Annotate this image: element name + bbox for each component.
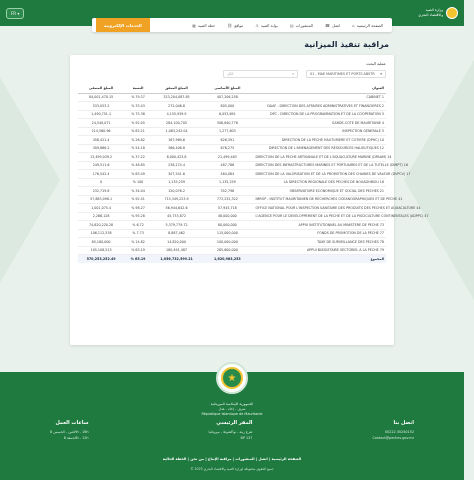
cell-base: 487,786	[201, 161, 253, 170]
cell-pct: % 14.82	[124, 238, 152, 247]
footer-contact	[372, 420, 414, 442]
cell-base: 6,053,691	[201, 110, 253, 119]
cell-base: 626,391	[201, 136, 253, 145]
cell-spent: 167,969.6	[152, 136, 201, 145]
document-icon: ▤	[289, 22, 294, 28]
phone-icon: ☎	[324, 22, 330, 28]
nav-item-label: بوابة الصيد	[260, 22, 278, 28]
cell-spent: 238,274.4	[152, 161, 201, 170]
footer-hours	[50, 420, 89, 442]
cell-label: L'AGENCE POUR LE DEVELOPPEMENT DE LA PECHE ET DE LA PISCICULTURE CONTINENTALES (ADPPC) 47	[254, 212, 386, 221]
cell-spent: 272,046.8	[152, 102, 201, 111]
cell-label: CABINET 1	[254, 93, 386, 102]
header-base[interactable]: المبلغ الأساسي	[201, 84, 253, 93]
table-row	[78, 221, 386, 230]
anchor-icon: ⚓	[255, 22, 259, 28]
nav-item-label: الصفحة الرئيسية	[356, 22, 383, 28]
nav-item-publications[interactable]	[285, 23, 318, 28]
cell-spent: 1,056,732,599.21	[152, 255, 201, 264]
cell-base: 115,000,000	[201, 229, 253, 238]
footer-phone-link[interactable]: 00222 45240152	[384, 430, 414, 434]
cell-label: DIRECTION DE L'AMENAGEMENT DES RESSOURCES HALIEUTIQUES 12	[254, 144, 386, 153]
table-row	[78, 119, 386, 128]
cell-pct: % 65.19	[124, 255, 152, 264]
table-row	[78, 93, 386, 102]
cell-pct: % 54.18	[124, 144, 152, 153]
header-pct[interactable]: النسبة	[124, 84, 152, 93]
nav-item-label: اتصل	[331, 22, 341, 28]
search-label: عملية البحث	[366, 61, 386, 66]
footer-col-line: الاثنين - الخميس 8h - 16h	[50, 430, 89, 434]
footer-col-title: المقر الرئيسي	[216, 420, 253, 426]
cell-label: APPUI BUDGETAIRE SECTORIEL A LA PECHE 79	[254, 246, 386, 255]
cell-pct: % 100	[124, 178, 152, 187]
cell-pct: % 63.49	[124, 170, 152, 179]
ministry-logo-icon	[446, 7, 458, 19]
brand-line-2: والاقتصاد البحري	[418, 13, 443, 17]
cell-spent: 307,541.6	[152, 170, 201, 179]
table-row	[78, 187, 386, 196]
cell-label: APPUI INSTITUTIONNEL AU MINISTERE DE PECHE 73	[254, 221, 386, 230]
cell-remaining: 57,883,098.1	[78, 195, 124, 204]
footer-headquarters	[209, 420, 253, 442]
footer-col-line: الجمعة 8h - 12h	[63, 436, 89, 440]
cell-label: TAXE DE SURVEILLANCE DES PECHES 78	[254, 238, 386, 247]
table-header-row	[78, 84, 386, 93]
cell-base: 80,000,000	[201, 221, 253, 230]
budget-card	[70, 55, 429, 345]
cell-pct: % 92.05	[124, 119, 152, 128]
table-row	[78, 246, 386, 255]
cell-spent: 45,733,872	[152, 212, 201, 221]
nav-item-e-services[interactable]: الخدمات الإلكترونية	[96, 18, 150, 32]
cell-label: DIRECTION DES INFRASTRUCTURES MARINES ET PORTUAIRES ET DE LA TUTELLE (DIMPT) 16	[254, 161, 386, 170]
cell-spent: 8,000,423.8	[152, 153, 201, 162]
cell-spent: 1,135,259	[152, 178, 201, 187]
cell-spent: 5,379,779.72	[152, 221, 201, 230]
nav-item-label: مواقع	[234, 22, 244, 28]
table-row	[78, 238, 386, 247]
cell-base: 805,000	[201, 102, 253, 111]
footer	[0, 372, 464, 480]
brand[interactable]	[418, 7, 458, 19]
cell-pct: % 33.43	[124, 102, 152, 111]
chevron-down-icon: ▾	[292, 72, 294, 76]
main-nav	[92, 18, 392, 32]
footer-col-line: BP 137	[240, 436, 253, 440]
cell-spent: 284,100,705	[152, 119, 201, 128]
section-select[interactable]	[223, 70, 298, 78]
background-chevron-left	[0, 60, 60, 300]
cell-spent: 366,408.8	[152, 144, 201, 153]
cell-pct: % 7.73	[124, 229, 152, 238]
cell-label: OBSERVATOIRE ECONOMIQUE ET SOCIAL DES PECHES 21	[254, 187, 386, 196]
table-row	[78, 153, 386, 162]
cell-label: DIRECTION DE LA PECHE ARTISANALE ET DE L'AQUACULTURE MARINE (DPAAM) 14	[254, 153, 386, 162]
cell-label: GARDE-COTE DE MAURITANIE 4	[254, 119, 386, 128]
table-row	[78, 212, 386, 221]
cell-spent: 1,063,242.04	[152, 127, 201, 136]
cell-pct: % 6.72	[124, 221, 152, 230]
chapter-select[interactable]	[306, 70, 386, 78]
cell-remaining: 309,866.2	[78, 144, 124, 153]
cell-base: 676,275	[201, 144, 253, 153]
cell-spent: 323,204,087.85	[152, 93, 201, 102]
cell-remaining: 106,112,538	[78, 229, 124, 238]
cell-remaining: 2,266,128	[78, 212, 124, 221]
cell-label: IMROP - INSTITUT MAURITANIEN DE RECHERCHES OCEANOGRAPHIQUES ET DE PECHE 41	[254, 195, 386, 204]
cell-spent: 120,076.2	[152, 187, 201, 196]
cell-base: 1,277,803	[201, 127, 253, 136]
select-value: 01 - MAE MARITIMES ET PORTS ABSTR	[310, 72, 375, 76]
table-row	[78, 110, 386, 119]
cell-base: 352,796	[201, 187, 253, 196]
cell-base: 407,206,258	[201, 93, 253, 102]
footer-ministry-line: الجمهورية الإسلامية الموريتانية	[210, 402, 254, 406]
table-row	[78, 195, 386, 204]
cell-spent: 4,155,939.9	[152, 110, 201, 119]
nav-item-fishing-plan[interactable]	[187, 23, 220, 28]
nav-item-contact[interactable]	[320, 23, 345, 28]
cell-spent: 8,887,462	[152, 229, 201, 238]
cell-base: 484,084	[201, 170, 253, 179]
emblem-icon: ★	[216, 362, 248, 394]
cell-base: 1,620,983,253	[201, 255, 253, 264]
background-chevron-right	[404, 60, 474, 300]
cell-base: 1,135,259	[201, 178, 253, 187]
footer-col-line: تفرغ زينة ، نواكشوط ، موريتانيا	[208, 430, 253, 434]
cell-label: INSPECTION GENERALE 5	[254, 127, 386, 136]
table-row	[78, 161, 386, 170]
cell-base: 773,232,322	[201, 195, 253, 204]
cell-base: 57,945,718	[201, 204, 253, 213]
cell-pct: % 75.38	[124, 110, 152, 119]
cell-spent: 56,944,642.6	[152, 204, 201, 213]
table-row	[78, 144, 386, 153]
chevron-down-icon: ▾	[380, 72, 382, 76]
footer-col-title: اتصل بنا	[393, 420, 414, 426]
cell-label: DAAF - DIRECTION DES AFFAIRES ADMINISTRATIVES ET FINANCIERES 2	[254, 102, 386, 111]
table-row	[78, 204, 386, 213]
cell-remaining: 570,253,252.49	[78, 255, 124, 264]
cell-remaining: 533,053.2	[78, 102, 124, 111]
cell-remaining: 458,421.4	[78, 136, 124, 145]
cell-pct: % 83.21	[124, 127, 152, 136]
language-label: FR	[11, 10, 17, 16]
cell-remaining: 74,620,220.28	[78, 221, 124, 230]
table-row	[78, 136, 386, 145]
cell-pct: % 79.37	[124, 93, 152, 102]
cell-remaining: 105,108,513	[78, 246, 124, 255]
cell-remaining: 1,001,075.4	[78, 204, 124, 213]
cell-label: OFFICE NATIONAL POUR L'INSPECTION SANITAIRE DES PRODUITS DES PECHES ET AQUACULTURE 44	[254, 204, 386, 213]
header-remaining[interactable]: المبلغ المتبقي	[78, 84, 124, 93]
footer-links[interactable]: الصفحة الرئيسية | اتصل | المنشورات | مراقبة الإنتاج | من نحن | الخطة الحالية	[162, 457, 302, 461]
table-row	[78, 178, 386, 187]
nav-item-fishing-portal[interactable]	[250, 23, 283, 28]
footer-ministry-line: شرف - إخاء - عدل	[218, 407, 246, 411]
cell-pct: % 92.51	[124, 195, 152, 204]
cell-remaining: 214,560.96	[78, 127, 124, 136]
page-title: مراقبة تنفيذ الميزانية	[304, 40, 389, 49]
nav-item-sites[interactable]	[222, 23, 248, 28]
nav-item-label: خطة الصيد	[197, 22, 216, 28]
budget-table	[78, 84, 429, 263]
cell-remaining: 24,540,071	[78, 119, 124, 128]
cell-base: 48,000,000	[201, 212, 253, 221]
cell-base: 308,640,776	[201, 119, 253, 128]
cell-pct: % 48.85	[124, 161, 152, 170]
footer-copyright: © 2023 جميع الحقوق محفوظة لوزارة الصيد والاقتصاد البحري	[190, 467, 274, 471]
footer-ministry-line: République Islamique de Mauritanie	[201, 412, 263, 416]
cell-label: DIRECTION DE LA PECHE HAUTURIERE ET COTIERE (DPHC) 10	[254, 136, 386, 145]
table-row	[78, 127, 386, 136]
cell-pct: % 37.22	[124, 153, 152, 162]
nav-item-label: المنشورات	[295, 22, 313, 28]
filters	[78, 70, 386, 78]
cell-pct: % 95.28	[124, 212, 152, 221]
cell-base: 21,499,463	[201, 153, 253, 162]
cell-pct: % 26.82	[124, 136, 152, 145]
cell-spent: 180,491,487	[152, 246, 201, 255]
cell-label: FONDS DE PROMOTION DE LA PECHE 77	[254, 229, 386, 238]
cell-remaining: 85,180,000	[78, 238, 124, 247]
cell-remaining: 232,719.8	[78, 187, 124, 196]
header-label[interactable]: العنوان	[254, 84, 386, 93]
footer-col-title: ساعات العمل	[55, 420, 89, 426]
cell-remaining: 13,499,039.2	[78, 153, 124, 162]
table-row	[78, 170, 386, 179]
language-switch-button[interactable]: FR ▾	[6, 8, 24, 19]
cell-remaining: 176,542.4	[78, 170, 124, 179]
cell-remaining: 249,511.6	[78, 161, 124, 170]
home-icon: ⌂	[352, 22, 355, 28]
cell-pct: % 98.27	[124, 204, 152, 213]
cell-pct: % 63.19	[124, 246, 152, 255]
map-icon: ▦	[192, 22, 196, 28]
footer-ministry	[182, 402, 282, 417]
cell-label: DIRECTION DE LA VALORISATION ET DE LA PROMOTION DES CHAINES DE VALEUR (DVPCV) 17	[254, 170, 386, 179]
cell-label: المجموع	[254, 255, 386, 264]
cell-remaining: 0	[78, 178, 124, 187]
cell-pct: % 34.04	[124, 187, 152, 196]
cell-base: 285,600,000	[201, 246, 253, 255]
header-spent[interactable]: المبلغ المنفق	[152, 84, 201, 93]
table-row	[78, 102, 386, 111]
cell-spent: 715,349,223.9	[152, 195, 201, 204]
footer-email-link[interactable]: Contact@peches.gov.mr	[372, 436, 414, 440]
cell-base: 100,000,000	[201, 238, 253, 247]
table-row	[78, 229, 386, 238]
brand-line-1: وزارة الصيد	[425, 8, 443, 12]
select-value: الكل	[227, 72, 234, 76]
table-total-row	[78, 255, 386, 264]
nav-item-home[interactable]	[347, 23, 388, 28]
cell-spent: 14,820,000	[152, 238, 201, 247]
link-icon: ⛓	[227, 22, 233, 28]
cell-label: LA DIRECTION REGIONALE DES PECHES DE NOUADHIBOU 18	[254, 178, 386, 187]
cell-remaining: 1,490,751.1	[78, 110, 124, 119]
cell-label: DPC - DIRECTION DE LA PROGRAMMATION ET DE LA COOPERATION 3	[254, 110, 386, 119]
cell-remaining: 84,001,470.15	[78, 93, 124, 102]
